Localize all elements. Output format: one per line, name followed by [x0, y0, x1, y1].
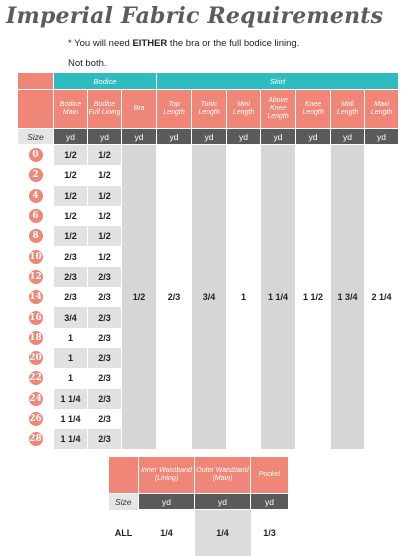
- bodice-main-value: 1: [54, 368, 88, 388]
- size-badge: 16: [29, 311, 43, 325]
- size-cell: [18, 267, 54, 287]
- size-badge: 20: [29, 351, 43, 365]
- size-cell: [18, 328, 54, 348]
- col-pocket: Pocket: [251, 457, 289, 494]
- size-badge: 22: [29, 371, 43, 385]
- bodice-main-value: 1: [54, 328, 88, 348]
- bodice-lining-value: 1/2: [88, 145, 122, 166]
- unit-cell: yd: [139, 494, 195, 510]
- col-maxi: Maxi Length: [365, 90, 399, 129]
- bodice-main-value: 1/2: [54, 165, 88, 185]
- unit-cell: yd: [331, 129, 365, 145]
- waistband-header-row: [109, 457, 289, 494]
- span-tunic-value: 3/4: [192, 145, 227, 450]
- bodice-main-value: 2/3: [54, 287, 88, 307]
- size-cell: [18, 165, 54, 185]
- size-cell: [18, 307, 54, 327]
- bodice-main-value: 1/2: [54, 145, 88, 166]
- unit-cell: yd: [251, 494, 289, 510]
- bodice-lining-value: 1/2: [88, 226, 122, 246]
- bodice-main-value: 1 1/4: [54, 429, 88, 449]
- waistband-size-all: ALL: [109, 510, 139, 556]
- size-cell: [18, 389, 54, 409]
- size-badge: 26: [29, 412, 43, 426]
- size-badge: 6: [29, 209, 43, 223]
- size-rows: [18, 145, 399, 450]
- bodice-main-value: 1/2: [54, 186, 88, 206]
- unit-cell: yd: [192, 129, 227, 145]
- unit-cell: yd: [157, 129, 192, 145]
- group-skirt: Skirt: [157, 73, 399, 90]
- note-not-both: Not both.: [68, 58, 107, 69]
- size-badge: 14: [29, 290, 43, 304]
- size-badge: 10: [29, 250, 43, 264]
- page-title: Imperial Fabric Requirements: [6, 3, 383, 29]
- bodice-lining-value: 2/3: [88, 368, 122, 388]
- unit-cell: yd: [296, 129, 331, 145]
- col-inner-waistband: Inner Waistband (Lining): [139, 457, 195, 494]
- size-label: Size: [18, 129, 54, 145]
- span-mini-value: 1: [227, 145, 261, 450]
- col-bodice-lining: Bodice Full Lining: [88, 90, 122, 129]
- unit-cell: yd: [227, 129, 261, 145]
- bodice-main-value: 1 1/4: [54, 409, 88, 429]
- size-badge: 28: [29, 432, 43, 446]
- waistband-value-row: [109, 510, 289, 556]
- corner-cell-2: [18, 90, 54, 129]
- note-prefix: * You will need: [68, 38, 132, 49]
- bodice-main-value: 1/2: [54, 206, 88, 226]
- size-badge: 2: [29, 168, 43, 182]
- bodice-main-value: 2/3: [54, 267, 88, 287]
- size-badge: 18: [29, 331, 43, 345]
- waistband-unit-row: [109, 494, 289, 510]
- size-badge: 0: [29, 148, 43, 162]
- col-tunic: Tunic Length: [192, 90, 227, 129]
- size-badge: 12: [29, 270, 43, 284]
- size-badge: 8: [29, 229, 43, 243]
- column-header-row: [18, 90, 399, 129]
- fabric-table: [17, 72, 399, 449]
- unit-cell: yd: [261, 129, 296, 145]
- bodice-lining-value: 2/3: [88, 429, 122, 449]
- unit-row: [18, 129, 399, 145]
- size-cell: [18, 429, 54, 449]
- size-cell: [18, 348, 54, 368]
- unit-cell: yd: [122, 129, 157, 145]
- pocket-value: 1/3: [251, 510, 289, 556]
- unit-cell: yd: [88, 129, 122, 145]
- unit-cell: yd: [365, 129, 399, 145]
- col-mini: Mini Length: [227, 90, 261, 129]
- bodice-main-value: 1 1/4: [54, 389, 88, 409]
- note-bold: EITHER: [132, 38, 167, 49]
- inner-waistband-value: 1/4: [139, 510, 195, 556]
- bodice-lining-value: 2/3: [88, 267, 122, 287]
- size-cell: [18, 206, 54, 226]
- bodice-lining-value: 2/3: [88, 307, 122, 327]
- table-row: [18, 145, 399, 166]
- group-header-row: [18, 73, 399, 90]
- size-cell: [18, 186, 54, 206]
- span-above-knee-value: 1 1/4: [261, 145, 296, 450]
- col-above-knee: Above Knee Length: [261, 90, 296, 129]
- size-cell: [18, 368, 54, 388]
- outer-waistband-value: 1/4: [195, 510, 251, 556]
- size-cell: [18, 246, 54, 266]
- bodice-lining-value: 2/3: [88, 328, 122, 348]
- waistband-size-label: Size: [109, 494, 139, 510]
- col-top: Top Length: [157, 90, 192, 129]
- span-bra-value: 1/2: [122, 145, 157, 450]
- group-bodice: Bodice: [54, 73, 157, 90]
- span-maxi-value: 2 1/4: [365, 145, 399, 450]
- col-bodice-main: Bodice Main: [54, 90, 88, 129]
- bodice-lining-value: 2/3: [88, 287, 122, 307]
- bodice-main-value: 2/3: [54, 246, 88, 266]
- bodice-lining-value: 1/2: [88, 206, 122, 226]
- bodice-lining-value: 2/3: [88, 348, 122, 368]
- waistband-table: [108, 456, 289, 556]
- note-suffix: the bra or the full bodice lining.: [167, 38, 299, 49]
- bodice-lining-value: 2/3: [88, 389, 122, 409]
- note-either: [68, 38, 299, 49]
- unit-cell: yd: [54, 129, 88, 145]
- bodice-lining-value: 1/2: [88, 186, 122, 206]
- bodice-lining-value: 1/2: [88, 165, 122, 185]
- col-knee: Knee Length: [296, 90, 331, 129]
- size-cell: [18, 226, 54, 246]
- bodice-main-value: 1: [54, 348, 88, 368]
- span-knee-value: 1 1/2: [296, 145, 331, 450]
- size-cell: [18, 287, 54, 307]
- size-cell: [18, 409, 54, 429]
- unit-cell: yd: [195, 494, 251, 510]
- span-top-value: 2/3: [157, 145, 192, 450]
- size-badge: 24: [29, 392, 43, 406]
- bodice-lining-value: 2/3: [88, 409, 122, 429]
- waistband-corner: [109, 457, 139, 494]
- bodice-main-value: 3/4: [54, 307, 88, 327]
- size-badge: 4: [29, 189, 43, 203]
- col-midi: Midi Length: [331, 90, 365, 129]
- col-bra: Bra: [122, 90, 157, 129]
- corner-cell: [18, 73, 54, 90]
- col-outer-waistband: Outer Waistband (Main): [195, 457, 251, 494]
- size-cell: [18, 145, 54, 166]
- bodice-lining-value: 1/2: [88, 246, 122, 266]
- span-midi-value: 1 3/4: [331, 145, 365, 450]
- bodice-main-value: 1/2: [54, 226, 88, 246]
